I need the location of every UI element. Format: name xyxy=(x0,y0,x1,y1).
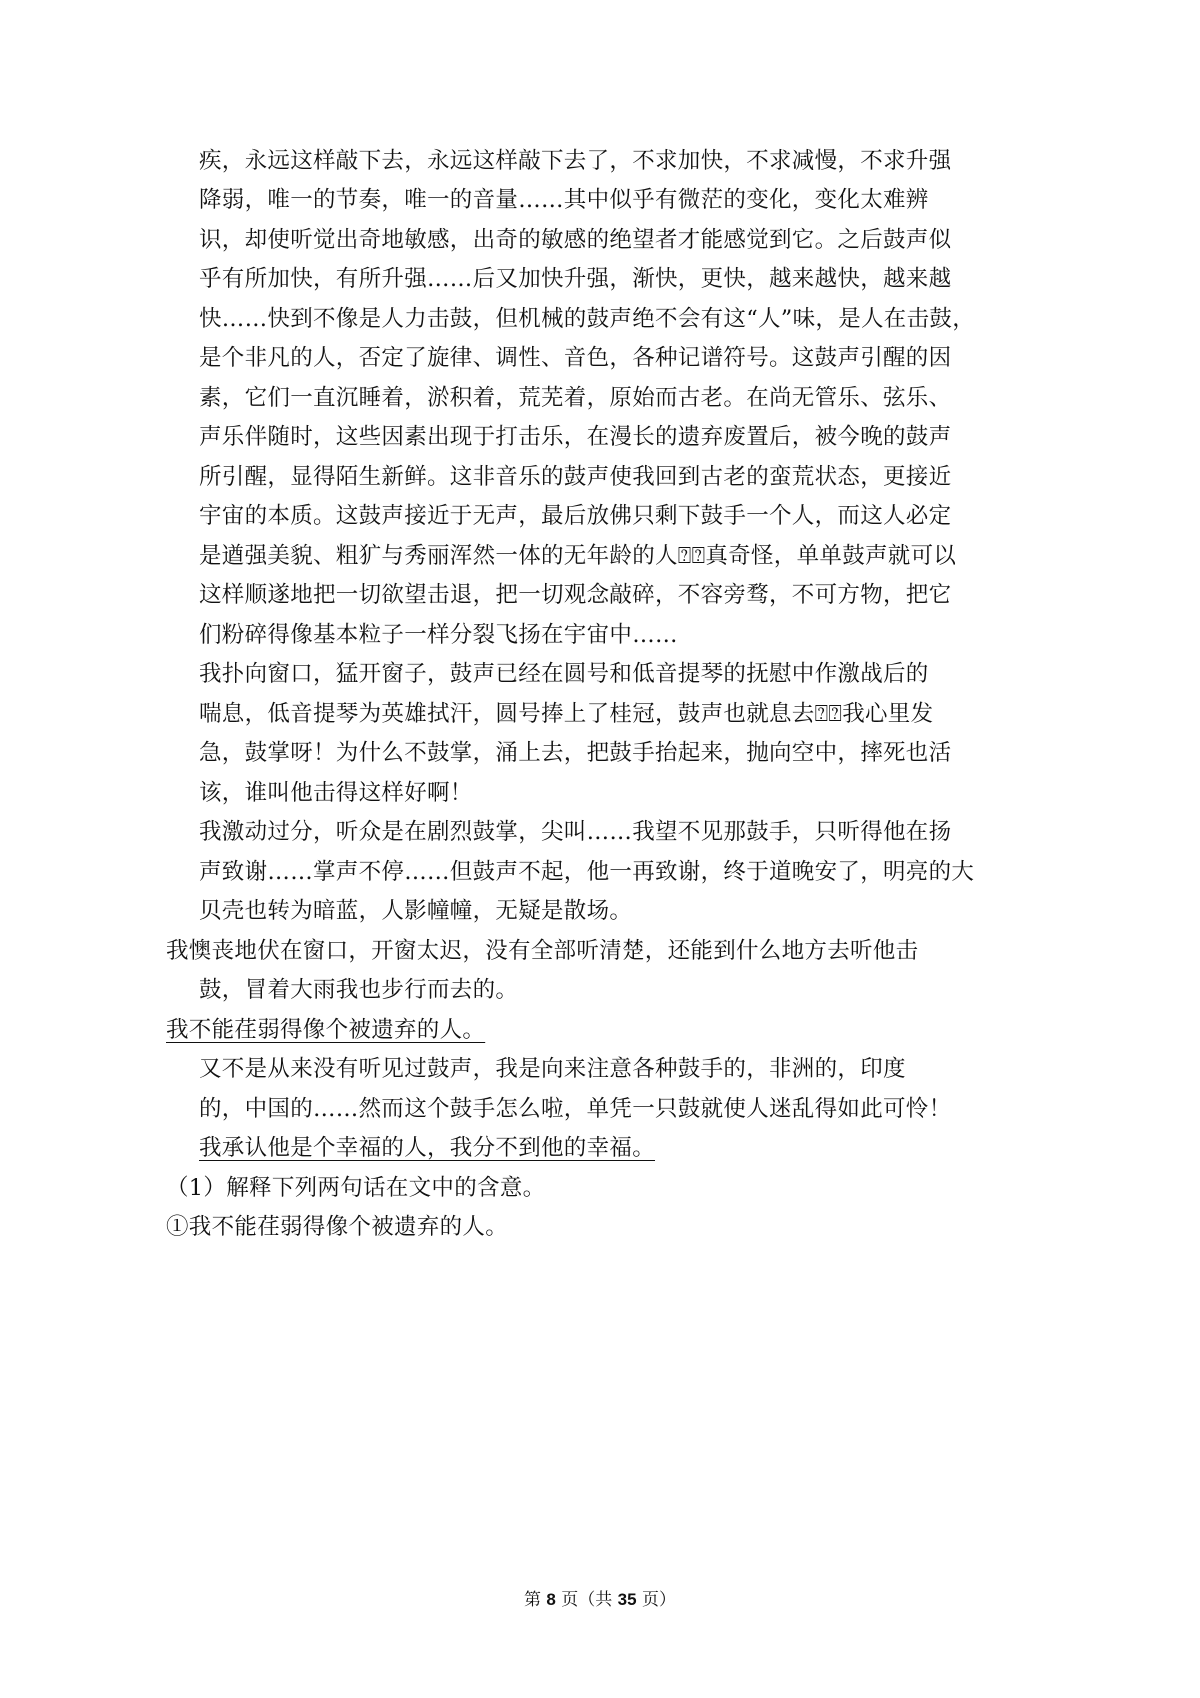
text-line: 宇宙的本质。这鼓声接近于无声，最后放佛只剩下鼓手一个人，而这人必定 xyxy=(199,503,952,529)
text-line: 我懊丧地伏在窗口，开窗太迟，没有全部听清楚，还能到什么地方去听他击 xyxy=(166,938,919,964)
question-prompt: （1）解释下列两句话在文中的含意。 xyxy=(166,1175,546,1201)
text-line: 贝壳也转为暗蓝，人影幢幢，无疑是散场。 xyxy=(199,898,633,924)
footer-total-pages: 35 xyxy=(617,1590,637,1609)
text-line: 们粉碎得像基本粒子一样分裂飞扬在宇宙中…… xyxy=(199,622,678,648)
text-line: 是遒强美貌、粗犷与秀丽浑然一体的无年龄的人⍰⍰真奇怪，单单鼓声就可以 xyxy=(199,543,957,569)
text-line: 疾，永远这样敲下去，永远这样敲下去了，不求加快，不求减慢，不求升强 xyxy=(199,148,952,174)
text-line: 急，鼓掌呀！为什么不鼓掌，涌上去，把鼓手抬起来，抛向空中，摔死也活 xyxy=(199,740,952,766)
text-line: 我扑向窗口，猛开窗子，鼓声已经在圆号和低音提琴的抚慰中作激战后的 xyxy=(199,661,929,687)
footer-suffix: 页） xyxy=(642,1590,676,1610)
footer-middle: 页（共 xyxy=(561,1590,613,1610)
text-line: 这样顺遂地把一切欲望击退，把一切观念敲碎，不容旁骛，不可方物，把它 xyxy=(199,582,952,608)
text-line: 又不是从来没有听见过鼓声，我是向来注意各种鼓手的，非洲的，印度 xyxy=(199,1056,906,1082)
text-line: 声致谢……掌声不停……但鼓声不起，他一再致谢，终于道晚安了，明亮的大 xyxy=(199,859,975,885)
text-line: 降弱，唯一的节奏，唯一的音量……其中似乎有微茫的变化，变化太难辨 xyxy=(199,187,929,213)
text-line: 乎有所加快，有所升强……后又加快升强，渐快，更快，越来越快，越来越 xyxy=(199,266,952,292)
text-line: 喘息，低音提琴为英雄拭汗，圆号捧上了桂冠，鼓声也就息去⍰⍰我心里发 xyxy=(199,701,934,727)
question-item: ①我不能荏弱得像个被遗弃的人。 xyxy=(166,1214,509,1240)
text-line: 快……快到不像是人力击鼓，但机械的鼓声绝不会有这“人”味，是人在击鼓， xyxy=(199,306,976,332)
underlined-sentence: 我不能荏弱得像个被遗弃的人。 xyxy=(166,1017,486,1043)
text-line: 是个非凡的人，否定了旋律、调性、音色，各种记谱符号。这鼓声引醒的因 xyxy=(199,345,952,371)
text-line: 鼓，冒着大雨我也步行而去的。 xyxy=(199,977,519,1003)
footer-prefix: 第 xyxy=(523,1590,541,1610)
page-footer xyxy=(0,1588,1200,1612)
text-line: 该，谁叫他击得这样好啊！ xyxy=(199,780,473,806)
text-line: 所引醒，显得陌生新鲜。这非音乐的鼓声使我回到古老的蛮荒状态，更接近 xyxy=(199,464,952,490)
text-line: 素，它们一直沉睡着，淤积着，荒芜着，原始而古老。在尚无管乐、弦乐、 xyxy=(199,385,952,411)
text-line: 声乐伴随时，这些因素出现于打击乐，在漫长的遗弃废置后，被今晚的鼓声 xyxy=(199,424,952,450)
text-line: 识，却使听觉出奇地敏感，出奇的敏感的绝望者才能感觉到它。之后鼓声似 xyxy=(199,227,952,253)
text-line: 的，中国的……然而这个鼓手怎么啦，单凭一只鼓就使人迷乱得如此可怜！ xyxy=(199,1096,952,1122)
footer-page-number: 8 xyxy=(546,1590,556,1609)
text-line: 我激动过分，听众是在剧烈鼓掌，尖叫……我望不见那鼓手，只听得他在扬 xyxy=(199,819,952,845)
underlined-sentence: 我承认他是个幸福的人，我分不到他的幸福。 xyxy=(199,1135,656,1161)
